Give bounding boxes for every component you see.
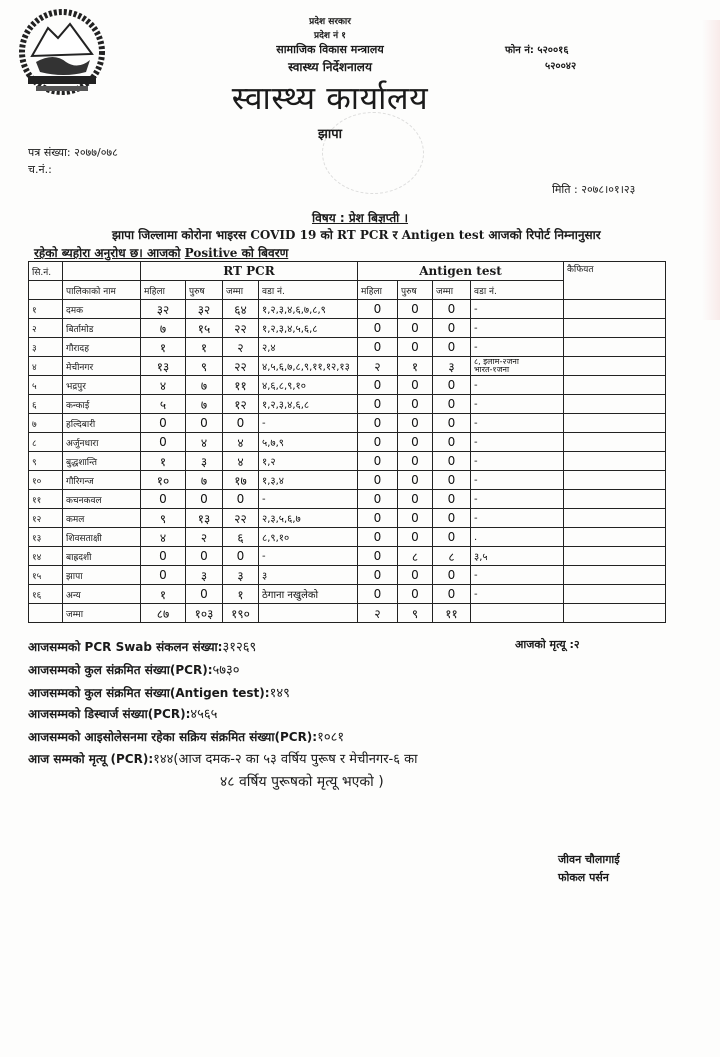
stat-isolation-value: १०८१ (317, 730, 345, 745)
row-ag-female: 0 (358, 319, 398, 338)
letterhead-line-2: प्रदेश नं १ (314, 31, 346, 41)
stat-isolation-label: आजसम्मको आइसोलेसनमा रहेका सक्रिय संक्रमित संख्या(PCR): (28, 730, 318, 744)
stat-death-today-value: २ (573, 638, 580, 651)
row-ag-total: 0 (433, 452, 471, 471)
nepal-emblem-logo (14, 6, 110, 98)
row-ag-ward: - (471, 566, 564, 585)
row-pcr-total: 0 (223, 547, 259, 566)
subject-line: विषय : प्रेश बिज्ञप्ती । (311, 211, 409, 225)
row-municipality: भद्रपुर (63, 376, 141, 395)
total-remarks-empty (564, 604, 666, 623)
header-ag-ward: वडा नं. (471, 281, 564, 300)
signatory-name: जीवन चौलागाई (558, 853, 620, 866)
row-sn: ११ (29, 490, 63, 509)
row-ag-total: 0 (433, 471, 471, 490)
row-ag-ward: - (471, 300, 564, 319)
table-row (29, 509, 666, 528)
row-ag-male: ८ (398, 547, 433, 566)
row-ag-total: ३ (433, 357, 471, 376)
row-ag-female: 0 (358, 509, 398, 528)
row-remarks (564, 566, 666, 585)
header-empty (63, 262, 141, 281)
row-ag-female: 0 (358, 376, 398, 395)
stat-isolation (28, 727, 344, 745)
table-row (29, 300, 666, 319)
row-pcr-ward: २,४ (259, 338, 358, 357)
total-pcr-total: १९० (223, 604, 259, 623)
row-ag-male: 0 (398, 585, 433, 604)
total-sn-empty (29, 604, 63, 623)
row-ag-ward: - (471, 471, 564, 490)
row-pcr-female: 0 (141, 566, 186, 585)
row-sn: १३ (29, 528, 63, 547)
row-remarks (564, 528, 666, 547)
row-remarks (564, 433, 666, 452)
phone-line-1 (505, 42, 569, 56)
table-row (29, 395, 666, 414)
row-ag-ward: ३,५ (471, 547, 564, 566)
header-remarks: कैफियत (564, 262, 666, 300)
row-pcr-total: ६४ (223, 300, 259, 319)
row-sn: ८ (29, 433, 63, 452)
row-pcr-ward: ठेगाना नखुलेको (259, 585, 358, 604)
row-pcr-ward: ८,९,१० (259, 528, 358, 547)
row-pcr-female: ४ (141, 528, 186, 547)
row-pcr-male: ३२ (186, 300, 223, 319)
row-ag-ward: - (471, 585, 564, 604)
row-municipality: शिवसताक्षी (63, 528, 141, 547)
row-ag-ward-line-2: भारत-१जना (474, 365, 510, 374)
row-pcr-ward: ४,६,८,९,१० (259, 376, 358, 395)
row-pcr-total: २२ (223, 319, 259, 338)
row-remarks (564, 452, 666, 471)
row-pcr-female: ४ (141, 376, 186, 395)
row-ag-ward: - (471, 338, 564, 357)
row-ag-total: 0 (433, 528, 471, 547)
row-sn: ७ (29, 414, 63, 433)
row-municipality: बाह्रदशी (63, 547, 141, 566)
row-pcr-male: ७ (186, 376, 223, 395)
table-row (29, 547, 666, 566)
row-municipality: दमक (63, 300, 141, 319)
row-ag-total: 0 (433, 338, 471, 357)
table-row (29, 528, 666, 547)
row-ag-male: 0 (398, 395, 433, 414)
row-pcr-male: १५ (186, 319, 223, 338)
stat-swab (28, 637, 256, 655)
row-municipality: अर्जुनधारा (63, 433, 141, 452)
office-title: स्वास्थ्य कार्यालय (231, 79, 429, 117)
table-row (29, 471, 666, 490)
stat-infected-pcr (28, 660, 240, 678)
covid-report-table (28, 261, 666, 623)
header-sn-empty (29, 281, 63, 300)
stat-infected-antigen-value: १४९ (269, 686, 290, 701)
row-pcr-total: ६ (223, 528, 259, 547)
row-ag-total: 0 (433, 300, 471, 319)
stat-infected-antigen-label: आजसम्मको कुल संक्रमित संख्या(Antigen test): (28, 686, 270, 700)
row-pcr-male: 0 (186, 490, 223, 509)
row-municipality: बुद्धशान्ति (63, 452, 141, 471)
row-pcr-total: १ (223, 585, 259, 604)
row-remarks (564, 395, 666, 414)
row-remarks (564, 319, 666, 338)
row-pcr-female: ५ (141, 395, 186, 414)
row-pcr-ward: - (259, 547, 358, 566)
row-pcr-female: 0 (141, 433, 186, 452)
row-ag-female: 0 (358, 452, 398, 471)
row-municipality: हल्दिबारी (63, 414, 141, 433)
total-ag-ward-empty (471, 604, 564, 623)
header-pcr-male: पुरुष (186, 281, 223, 300)
row-sn: १४ (29, 547, 63, 566)
table-header-row-1 (29, 262, 666, 281)
row-remarks (564, 509, 666, 528)
row-remarks (564, 357, 666, 376)
stat-death-today-label: आजको मृत्यू : (515, 638, 574, 651)
row-municipality: बिर्तामोड (63, 319, 141, 338)
row-pcr-female: 0 (141, 414, 186, 433)
row-sn: १ (29, 300, 63, 319)
letterhead-line-1: प्रदेश सरकार (309, 17, 351, 27)
row-ag-male: 0 (398, 490, 433, 509)
row-sn: १६ (29, 585, 63, 604)
header-rtpcr: RT PCR (141, 262, 358, 281)
header-ag-male: पुरुष (398, 281, 433, 300)
row-ag-ward: - (471, 452, 564, 471)
row-ag-male: 0 (398, 566, 433, 585)
row-ag-female: 0 (358, 300, 398, 319)
row-ag-female: 0 (358, 490, 398, 509)
row-pcr-male: ७ (186, 395, 223, 414)
stat-discharge-label: आजसम्मको डिस्चार्ज संख्या(PCR): (28, 707, 191, 721)
row-pcr-total: २ (223, 338, 259, 357)
row-pcr-female: १३ (141, 357, 186, 376)
row-ag-male: 0 (398, 433, 433, 452)
row-ag-ward: - (471, 414, 564, 433)
phone-label: फोन नं: (505, 45, 534, 56)
row-sn: १५ (29, 566, 63, 585)
row-ag-total: 0 (433, 433, 471, 452)
total-pcr-male: १०३ (186, 604, 223, 623)
row-ag-male: 0 (398, 528, 433, 547)
row-pcr-total: २२ (223, 509, 259, 528)
row-ag-female: 0 (358, 528, 398, 547)
row-pcr-total: २२ (223, 357, 259, 376)
row-pcr-male: ४ (186, 433, 223, 452)
row-sn: ९ (29, 452, 63, 471)
body-paragraph-line-2a: रहेको ब्यहोरा अनुरोध छ। आजको (34, 246, 181, 260)
row-remarks (564, 414, 666, 433)
stat-swab-value: ३१२६९ (222, 640, 257, 655)
row-pcr-female: ३२ (141, 300, 186, 319)
total-ag-total: ११ (433, 604, 471, 623)
header-antigen: Antigen test (358, 262, 564, 281)
table-row (29, 585, 666, 604)
row-ag-ward: - (471, 376, 564, 395)
header-ag-total: जम्मा (433, 281, 471, 300)
row-ag-ward (471, 357, 564, 376)
row-ag-male: १ (398, 357, 433, 376)
row-municipality: गौरादह (63, 338, 141, 357)
row-ag-total: ८ (433, 547, 471, 566)
row-sn: ५ (29, 376, 63, 395)
row-municipality: कचनकवल (63, 490, 141, 509)
row-pcr-male: ७ (186, 471, 223, 490)
row-ag-ward: - (471, 433, 564, 452)
row-remarks (564, 547, 666, 566)
row-sn: ४ (29, 357, 63, 376)
row-pcr-total: ४ (223, 433, 259, 452)
row-pcr-female: 0 (141, 547, 186, 566)
phone-number-2: ५२००४२ (545, 61, 577, 72)
row-ag-ward: - (471, 395, 564, 414)
row-ag-male: 0 (398, 319, 433, 338)
row-pcr-female: 0 (141, 490, 186, 509)
row-remarks (564, 490, 666, 509)
signatory-role: फोकल पर्सन (558, 871, 609, 884)
row-ag-total: 0 (433, 490, 471, 509)
letterhead-line-4: स्वास्थ्य निर्देशनालय (288, 60, 372, 74)
row-pcr-female: १० (141, 471, 186, 490)
row-pcr-total: 0 (223, 414, 259, 433)
row-pcr-total: ४ (223, 452, 259, 471)
letterhead-line-3: सामाजिक विकास मन्त्रालय (276, 43, 384, 56)
row-pcr-total: १२ (223, 395, 259, 414)
row-municipality: मेचीनगर (63, 357, 141, 376)
row-pcr-ward: ५,७,९ (259, 433, 358, 452)
total-pcr-female: ८७ (141, 604, 186, 623)
table-total-row (29, 604, 666, 623)
row-pcr-male: 0 (186, 585, 223, 604)
row-ag-ward-line-1: ८, इलाम-२जना (474, 357, 519, 366)
table-row (29, 452, 666, 471)
row-ag-male: 0 (398, 471, 433, 490)
row-ag-total: 0 (433, 414, 471, 433)
row-ag-male: 0 (398, 509, 433, 528)
header-sn: सि.नं. (29, 262, 63, 281)
row-municipality: गौरिगन्ज (63, 471, 141, 490)
table-row (29, 566, 666, 585)
row-ag-female: 0 (358, 547, 398, 566)
row-sn: २ (29, 319, 63, 338)
office-city: झापा (318, 127, 342, 142)
stat-discharge (28, 704, 217, 722)
row-pcr-total: ११ (223, 376, 259, 395)
row-ag-female: 0 (358, 433, 398, 452)
row-pcr-ward: १,२,३,४,५,६,८ (259, 319, 358, 338)
header-pcr-ward: वडा नं. (259, 281, 358, 300)
row-pcr-male: १ (186, 338, 223, 357)
row-pcr-female: ९ (141, 509, 186, 528)
row-pcr-female: १ (141, 452, 186, 471)
row-ag-total: 0 (433, 319, 471, 338)
row-pcr-ward: १,२,३,४,६,८ (259, 395, 358, 414)
row-remarks (564, 471, 666, 490)
row-ag-ward: - (471, 509, 564, 528)
row-pcr-male: ३ (186, 452, 223, 471)
row-sn: ३ (29, 338, 63, 357)
row-ag-male: 0 (398, 300, 433, 319)
row-remarks (564, 338, 666, 357)
document-date: मिति : २०७८।०१।२३ (552, 183, 636, 196)
body-paragraph-line-2 (34, 244, 288, 261)
table-row (29, 376, 666, 395)
row-ag-male: 0 (398, 452, 433, 471)
total-label: जम्मा (63, 604, 141, 623)
total-ag-female: २ (358, 604, 398, 623)
row-pcr-male: 0 (186, 414, 223, 433)
row-remarks (564, 585, 666, 604)
stat-infected-antigen (28, 683, 290, 701)
table-row (29, 433, 666, 452)
row-pcr-total: ३ (223, 566, 259, 585)
stat-infected-pcr-value: ५७३० (212, 663, 240, 678)
header-pcr-total: जम्मा (223, 281, 259, 300)
table-row (29, 414, 666, 433)
stat-deaths-value: १४४(आज दमक-२ का ५३ वर्षिय पुरूष र मेचीनगर-६ का (153, 752, 418, 767)
row-ag-total: 0 (433, 376, 471, 395)
body-paragraph-line-1: झापा जिल्लामा कोरोना भाइरस COVID 19 को RT PCR र Antigen test आजको रिपोर्ट निम्नानुसार (112, 228, 601, 242)
row-sn: १२ (29, 509, 63, 528)
row-ag-total: 0 (433, 566, 471, 585)
stat-infected-pcr-label: आजसम्मको कुल संक्रमित संख्या(PCR): (28, 663, 213, 677)
row-remarks (564, 300, 666, 319)
row-pcr-ward: १,२,३,४,६,७,८,९ (259, 300, 358, 319)
phone-number-1: ५२००१६ (537, 45, 569, 56)
row-pcr-ward: - (259, 490, 358, 509)
row-ag-female: 0 (358, 566, 398, 585)
row-pcr-male: 0 (186, 547, 223, 566)
row-ag-female: 0 (358, 414, 398, 433)
row-ag-male: 0 (398, 414, 433, 433)
dispatch-number: च.नं.: (28, 163, 52, 176)
row-pcr-ward: - (259, 414, 358, 433)
stat-swab-label: आजसम्मको PCR Swab संकलन संख्या: (28, 640, 223, 654)
row-pcr-female: ७ (141, 319, 186, 338)
row-pcr-ward: १,३,४ (259, 471, 358, 490)
row-sn: ६ (29, 395, 63, 414)
row-pcr-female: १ (141, 585, 186, 604)
row-pcr-ward: २,३,५,६,७ (259, 509, 358, 528)
row-ag-female: 0 (358, 395, 398, 414)
row-ag-female: 0 (358, 338, 398, 357)
row-pcr-ward: ३ (259, 566, 358, 585)
reference-number: पत्र संख्या: २०७७/०७८ (28, 146, 118, 159)
stat-deaths-label: आज सम्मको मृत्यू (PCR): (28, 752, 154, 766)
row-municipality: झापा (63, 566, 141, 585)
table-row (29, 357, 666, 376)
row-sn: १० (29, 471, 63, 490)
row-ag-ward: - (471, 319, 564, 338)
row-pcr-total: 0 (223, 490, 259, 509)
row-municipality: अन्य (63, 585, 141, 604)
row-ag-male: 0 (398, 338, 433, 357)
stat-deaths (28, 749, 417, 767)
row-ag-female: २ (358, 357, 398, 376)
row-pcr-ward: १,२ (259, 452, 358, 471)
row-ag-total: 0 (433, 395, 471, 414)
row-ag-total: 0 (433, 509, 471, 528)
row-ag-female: 0 (358, 471, 398, 490)
stat-discharge-value: ४५६५ (190, 707, 218, 722)
row-pcr-total: १७ (223, 471, 259, 490)
table-row (29, 490, 666, 509)
total-pcr-ward-empty (259, 604, 358, 623)
row-municipality: कमल (63, 509, 141, 528)
row-municipality: कन्काई (63, 395, 141, 414)
row-pcr-male: १३ (186, 509, 223, 528)
row-pcr-male: ३ (186, 566, 223, 585)
row-pcr-female: १ (141, 338, 186, 357)
row-ag-ward: - (471, 490, 564, 509)
row-pcr-male: २ (186, 528, 223, 547)
row-ag-female: 0 (358, 585, 398, 604)
header-name: पालिकाको नाम (63, 281, 141, 300)
table-row (29, 319, 666, 338)
body-paragraph-line-2b: Positive को बिवरण (184, 246, 289, 260)
page-edge-shadow (702, 20, 720, 320)
row-ag-male: 0 (398, 376, 433, 395)
table-row (29, 338, 666, 357)
total-ag-male: ९ (398, 604, 433, 623)
row-remarks (564, 376, 666, 395)
row-ag-total: 0 (433, 585, 471, 604)
row-pcr-male: ९ (186, 357, 223, 376)
stat-deaths-note: ४८ वर्षिय पुरूषको मृत्यू भएको ) (220, 774, 384, 790)
header-ag-female: महिला (358, 281, 398, 300)
row-ag-ward: . (471, 528, 564, 547)
header-pcr-female: महिला (141, 281, 186, 300)
row-pcr-ward: ४,५,६,७,८,९,११,१२,१३ (259, 357, 358, 376)
stat-death-today (515, 637, 580, 652)
